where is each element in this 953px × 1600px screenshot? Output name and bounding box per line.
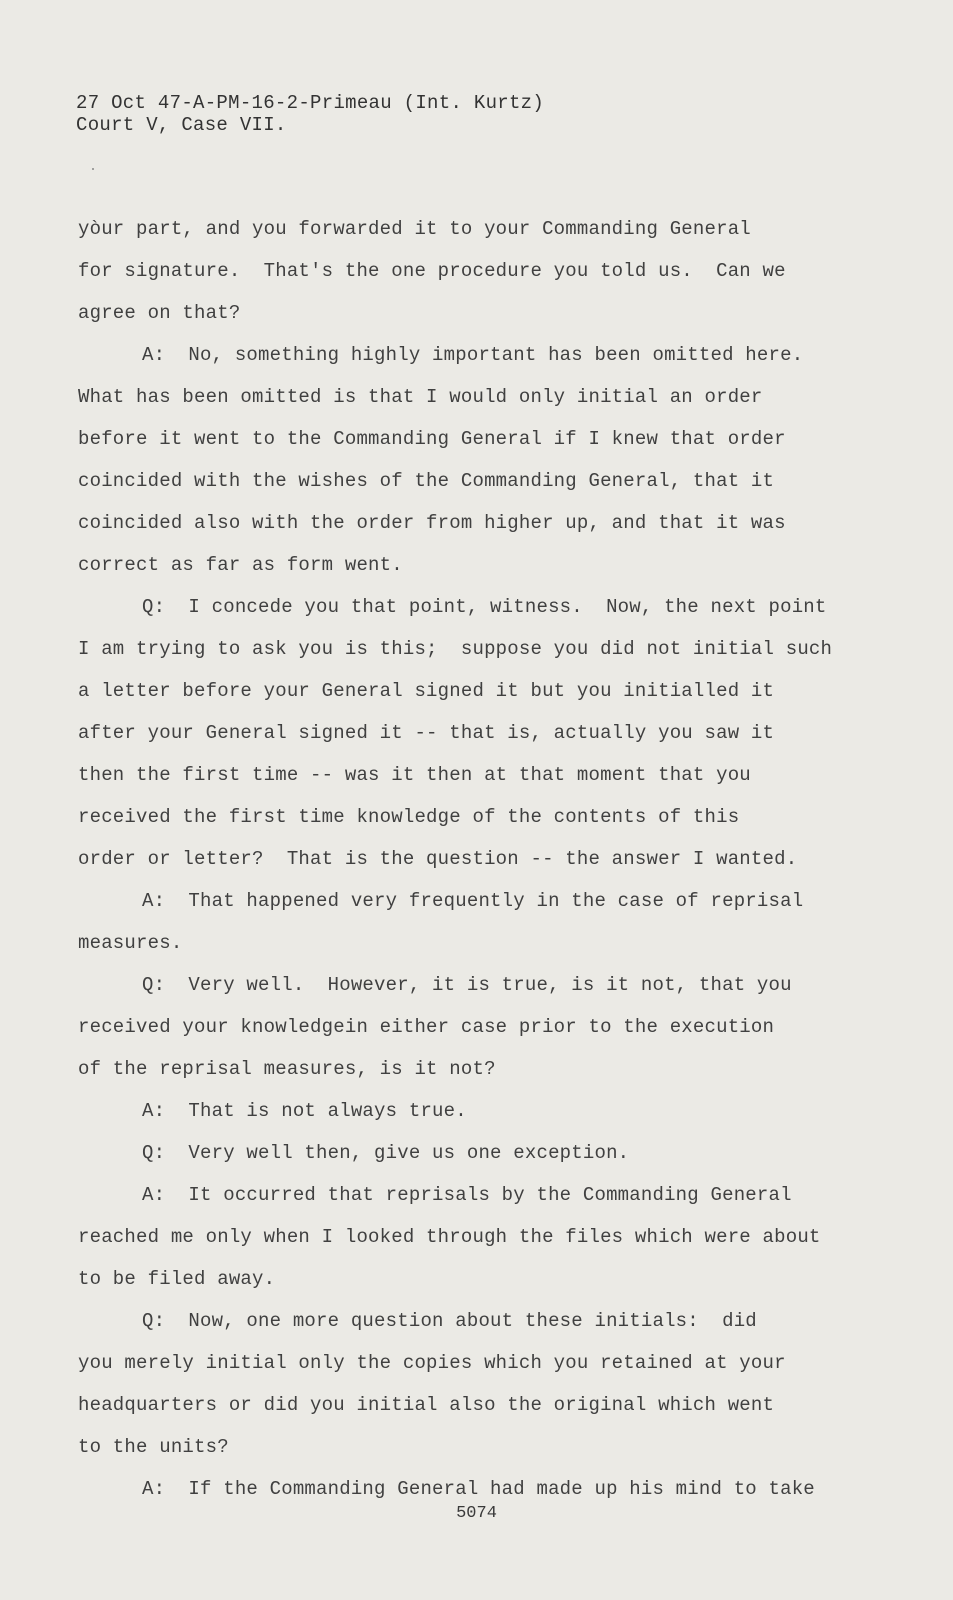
transcript-line: coincided also with the order from higher up, and that it was [78,512,786,534]
transcript-line: to be filed away. [78,1268,276,1290]
document-header [76,92,544,136]
transcript-line: reached me only when I looked through the files which were about [78,1226,821,1248]
transcript-line: I am trying to ask you is this; suppose you did not initial such [78,638,833,660]
transcript-line: order or letter? That is the question -- the answer I wanted. [78,848,798,870]
header-reference-line: 27 Oct 47-A-PM-16-2-Primeau (Int. Kurtz) [76,92,545,114]
transcript-line: What has been omitted is that I would only initial an order [78,386,763,408]
transcript-line: a letter before your General signed it but you initialled it [78,680,775,702]
transcript-line: you merely initial only the copies which you retained at your [78,1352,786,1374]
transcript-line: before it went to the Commanding General if I knew that order [78,428,786,450]
transcript-line: yòur part, and you forwarded it to your Commanding General [78,218,751,240]
transcript-line: A: If the Commanding General had made up his mind to take [142,1478,815,1500]
transcript-line: measures. [78,932,183,954]
transcript-line: Q: Very well. However, it is true, is it not, that you [142,974,792,996]
transcript-line: A: No, something highly important has been omitted here. [142,344,804,366]
transcript-line: agree on that? [78,302,241,324]
transcript-line: of the reprisal measures, is it not? [78,1058,496,1080]
header-court-line: Court V, Case VII. [76,114,287,136]
transcript-line: to the units? [78,1436,229,1458]
transcript-line: received the first time knowledge of the contents of this [78,806,740,828]
transcript-line: A: It occurred that reprisals by the Commanding General [142,1184,792,1206]
transcript-line: Q: Very well then, give us one exception. [142,1142,630,1164]
transcript-line: correct as far as form went. [78,554,403,576]
speck-mark [92,168,94,170]
transcript-line: coincided with the wishes of the Commanding General, that it [78,470,775,492]
transcript-line: headquarters or did you initial also the original which went [78,1394,775,1416]
transcript-body [78,208,888,1510]
transcript-line: Q: I concede you that point, witness. Now, the next point [142,596,827,618]
transcript-line: for signature. That's the one procedure you told us. Can we [78,260,786,282]
transcript-line: then the first time -- was it then at that moment that you [78,764,751,786]
page-number: 5074 [456,1504,497,1523]
transcript-line: Q: Now, one more question about these initials: did [142,1310,757,1332]
transcript-line: A: That happened very frequently in the case of reprisal [142,890,804,912]
transcript-line: after your General signed it -- that is, actually you saw it [78,722,775,744]
transcript-line: A: That is not always true. [142,1100,467,1122]
transcript-line: received your knowledgein either case prior to the execution [78,1016,775,1038]
